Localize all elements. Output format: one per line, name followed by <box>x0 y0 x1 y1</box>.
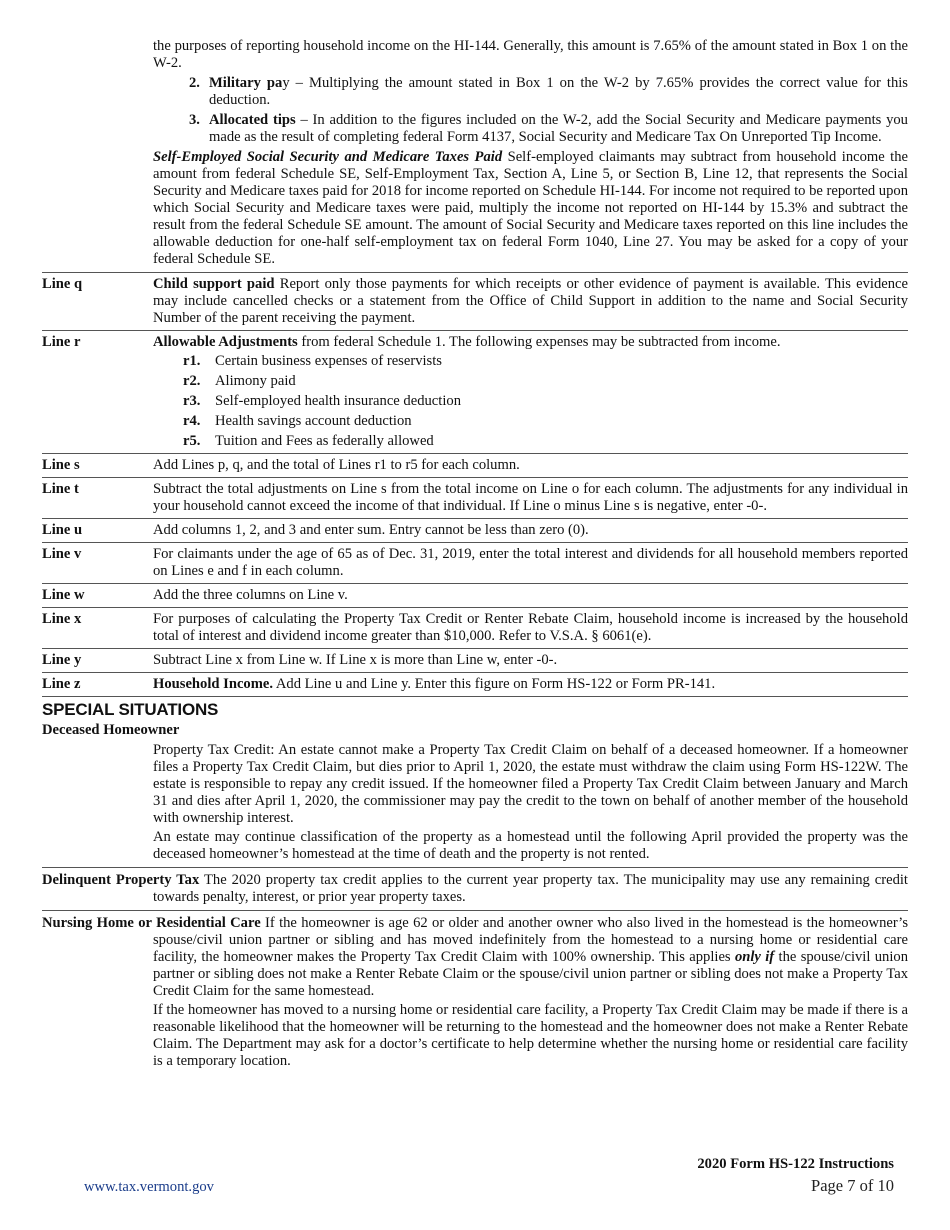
item-number: 2. <box>189 75 200 91</box>
line-text: For claimants under the age of 65 as of Dec. 31, 2019, enter the total interest and dividends for all household members reported on Lines e and f in each column. <box>153 546 908 579</box>
self-employed-text: Self-employed claimants may subtract from household income the amount from federal Schedule SE, Self-Employment Tax, Section A, Line 5, or Section B, Line 12, that represents the Social Security and Medicare taxes paid for 2018 for income reported on Schedule HI-144. For income not required to be reported upon which Social Security and Medicare taxes were paid, multiply the income not reported on HI-144 by 15.3% and subtract the result from the federal Schedule SE amount. The amount of Social Security and Medicare taxes reported on this line includes the allowable deduction for one-half self-employment tax on federal Form 1040, Line 27. You may be asked for a copy of your federal Schedule SE. <box>153 149 909 267</box>
delinquent-heading: Delinquent Property Tax <box>42 872 200 888</box>
deceased-paragraph-2: An estate may continue classification of the property as a homestead until the following April provided the property was the deceased homeowner’s homestead at the time of death and the property is not rented. <box>153 829 908 862</box>
line-u-row <box>42 518 908 542</box>
list-item <box>189 112 908 146</box>
line-y-row <box>42 648 908 672</box>
line-w-row <box>42 583 908 607</box>
item-number: 3. <box>189 112 200 128</box>
adjustment-item <box>183 393 908 410</box>
item-text: – In addition to the figures included on the W-2, add the Social Security and Medicare payments you made as the result of completing federal Form 4137, Social Security and Medicare Tax On Unreported Tip Income. <box>209 112 908 145</box>
adjustment-item <box>183 353 908 370</box>
item-title: Military pa <box>209 75 283 91</box>
deceased-paragraph-1: Property Tax Credit: An estate cannot make a Property Tax Credit Claim on behalf of a deceased homeowner. If a homeowner files a Property Tax Credit Claim, but dies prior to April 1, 2020, the estate must withdraw the claim using Form HS-122W. The estate is responsible to repay any credit issued. If the homeowner filed a Property Tax Credit Claim between January and March 31 and dies after April 1, 2020, the commissioner may pay the credit to the town on behalf of another member of the household with ownership interest. <box>153 742 908 826</box>
line-label: Line z <box>42 676 81 692</box>
self-employed-paragraph <box>42 149 908 268</box>
adjustment-number: r1. <box>183 353 201 369</box>
line-text <box>153 276 908 327</box>
adjustment-text: Tuition and Fees as federally allowed <box>215 433 434 449</box>
nursing-paragraph-2: If the homeowner has moved to a nursing home or residential care facility, a Property Tax Credit Claim may be made if there is a reasonable likelihood that the homeowner will be returning to the homestead and the homeowner does not make a Renter Rebate Claim. The Department may ask for a doctor’s certificate to help determine whether the nursing home or residential care facility is a temporary location. <box>153 1002 908 1069</box>
line-text: Subtract Line x from Line w. If Line x is more than Line w, enter -0-. <box>153 652 558 668</box>
line-body: Report only those payments for which receipts or other evidence of payment is available. This evidence may include cancelled checks or a statement from the Office of Child Support in addition to the name and Social Security Number of the parent receiving the payment. <box>153 276 908 326</box>
line-text: Add columns 1, 2, and 3 and enter sum. Entry cannot be less than zero (0). <box>153 522 589 538</box>
form-title: 2020 Form HS-122 Instructions <box>697 1156 894 1172</box>
nursing-section <box>42 910 908 1070</box>
item-text: – Multiplying the amount stated in Box 1 on the W-2 by 7.65% provides the correct value for this deduction. <box>209 75 908 108</box>
adjustment-text: Self-employed health insurance deduction <box>215 393 461 409</box>
section-heading: SPECIAL SITUATIONS <box>42 696 908 718</box>
line-text: For purposes of calculating the Property Tax Credit or Renter Rebate Claim, household income is increased by the household total of interest and dividend income greater than $10,000. Refer to V.S.A. § 6061(e). <box>153 611 908 644</box>
list-item <box>189 75 908 109</box>
instructions-page <box>42 38 908 1070</box>
line-bold: Child support paid <box>153 276 275 292</box>
line-body: Add Line u and Line y. Enter this figure on Form HS-122 or Form PR-141. <box>273 676 716 692</box>
adjustment-text: Health savings account deduction <box>215 413 412 429</box>
item-title-tail: y <box>282 75 290 91</box>
line-text: Subtract the total adjustments on Line s from the total income on Line o for each column. The adjustments for any individual in your household cannot exceed the income of that individual. If Line o minus Line s is negative, enter -0-. <box>153 481 908 514</box>
line-label: Line s <box>42 457 80 473</box>
website-link[interactable]: www.tax.vermont.gov <box>84 1179 214 1195</box>
adjustment-number: r3. <box>183 393 201 409</box>
line-text <box>153 676 908 693</box>
item-title: Allocated tips <box>209 112 296 128</box>
adjustment-item <box>183 413 908 430</box>
line-bold: Household Income. <box>153 676 274 692</box>
line-label: Line u <box>42 522 83 538</box>
line-r-row <box>42 330 908 453</box>
line-label: Line w <box>42 587 85 603</box>
delinquent-section <box>42 867 908 906</box>
line-label: Line v <box>42 546 82 562</box>
line-body: from federal Schedule 1. The following expenses may be subtracted from income. <box>297 334 781 350</box>
line-s-row <box>42 453 908 477</box>
adjustment-number: r5. <box>183 433 201 449</box>
line-v-row <box>42 542 908 583</box>
line-bold: Allowable Adjustments <box>153 334 298 350</box>
nursing-paragraph-1 <box>42 915 908 1000</box>
line-x-row <box>42 607 908 648</box>
delinquent-paragraph <box>42 872 908 906</box>
page-number: Page 7 of 10 <box>811 1176 894 1195</box>
delinquent-text: The 2020 property tax credit applies to the current year property tax. The municipality may use any remaining credit towards penalty, interest, or prior year property taxes. <box>153 872 908 905</box>
adjustment-text: Alimony paid <box>215 373 296 389</box>
nursing-heading: Nursing Home or Residential Care <box>42 915 261 931</box>
numbered-list <box>42 75 908 146</box>
line-z-row <box>42 672 908 696</box>
nursing-text: If the homeowner is age 62 or older and another owner who also lived in the homestead is the homeowner’s spouse/civil union partner or sibling and has moved indefinitely from the homestead to a nursing home or residential care facility, the homeowner makes the Property Tax Credit Claim with 100% ownership. This applies <box>153 915 908 965</box>
line-label: Line q <box>42 276 83 292</box>
deceased-heading: Deceased Homeowner <box>42 722 180 738</box>
self-employed-title: Self-Employed Social Security and Medicare Taxes Paid <box>153 149 503 165</box>
line-label: Line r <box>42 334 81 350</box>
line-q-row <box>42 272 908 330</box>
adjustment-number: r4. <box>183 413 201 429</box>
adjustment-item <box>183 373 908 390</box>
line-label: Line t <box>42 481 79 497</box>
nursing-text: the spouse/civil union partner or sibling does not make a Renter Rebate Claim or the spouse/civil union partner or sibling does not make a Property Tax Credit Claim for the same homestead. <box>153 949 908 999</box>
line-label: Line x <box>42 611 82 627</box>
nursing-emphasis: only if <box>734 949 775 965</box>
line-text: Add the three columns on Line v. <box>153 587 348 603</box>
line-t-row <box>42 477 908 518</box>
line-text: Add Lines p, q, and the total of Lines r1 to r5 for each column. <box>153 457 520 473</box>
line-text <box>153 334 908 351</box>
adjustment-text: Certain business expenses of reservists <box>215 353 442 369</box>
line-label: Line y <box>42 652 82 668</box>
intro-continuation: the purposes of reporting household income on the HI-144. Generally, this amount is 7.65% of the amount stated in Box 1 on the W-2. <box>153 38 908 71</box>
adjustments-list <box>153 353 908 450</box>
adjustment-number: r2. <box>183 373 201 389</box>
adjustment-item <box>183 433 908 450</box>
